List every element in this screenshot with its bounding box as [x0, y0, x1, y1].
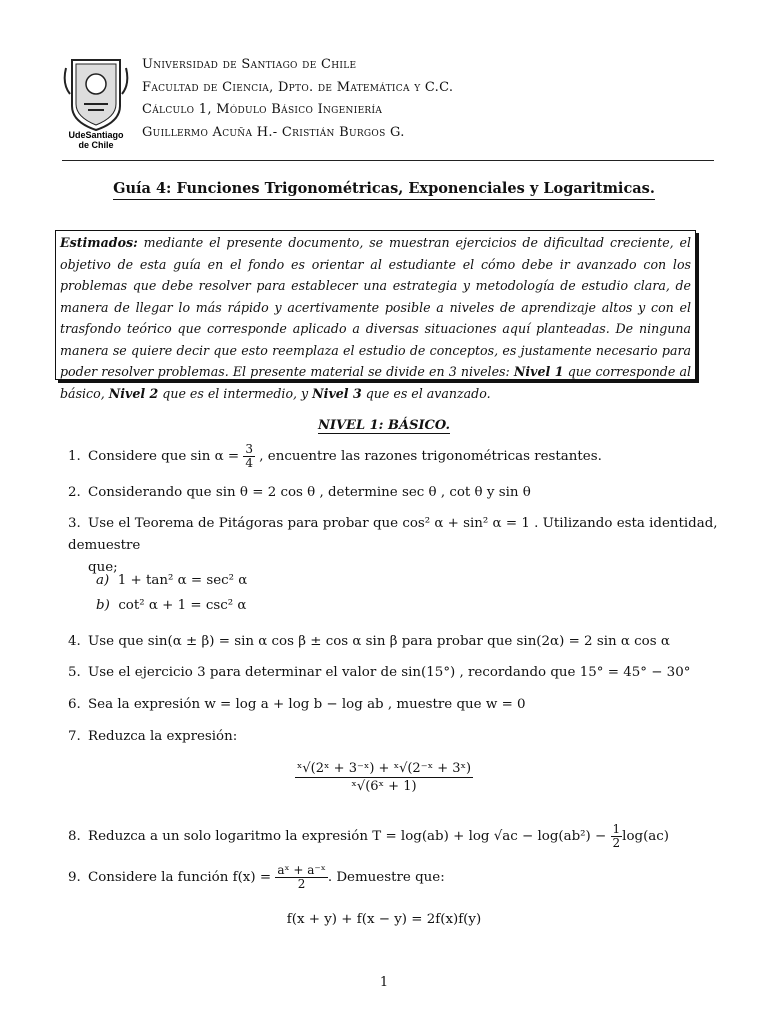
- exercise-1: 1. Considere que sin α = $\frac{3}{4}$ , encuentre las razones trigonométricas restantes.: [68, 442, 602, 470]
- exercise-9-equation: f(x + y) + f(x − y) = 2f(x)f(y): [286, 912, 482, 927]
- university-name: Universidad de Santiago de Chile: [142, 57, 357, 72]
- intro-box: Estimados: mediante el presente documento, se muestran ejercicios de dificultad creciente, el objetivo de esta guía en el fondo es orientar al estudiante el cómo debe ir avanzado con los problemas que debe resolver para establecer una estrategia y metodología de estudio clara, de manera de llegar lo más rápido y acertivamente posible a niveles de aprendizaje altos y con el trasfondo teórico que corresponde aplicado a diversas situaciones aquí planteadas. De ninguna manera se quiere decir que esto reemplaza el estudio de conceptos, es justamente necesario para poder resolver problemas. El presente material se divide en 3 niveles: Nivel 1 que corresponde al básico, Nivel 2 que es el intermedio, y Nivel 3 que es el avanzado.: [55, 230, 696, 380]
- course-name: Cálculo 1, Módulo Básico Ingeniería: [142, 102, 383, 117]
- header-divider: [62, 160, 714, 161]
- exercise-3b: b) cot² α + 1 = csc² α: [96, 598, 247, 613]
- exercise-7-expression: $\frac{\text{ˣ√(2ˣ + 3⁻ˣ) + ˣ√(2⁻ˣ + 3ˣ)}}{\text{ˣ√(6ˣ + 1)}}$: [296, 761, 472, 794]
- exercise-3: 3. Use el Teorema de Pitágoras para probar que cos² α + sin² α = 1 . Utilizando esta identidad, demuestre que;: [68, 516, 718, 575]
- exercise-7: 7. Reduzca la expresión:: [68, 729, 238, 744]
- svg-text:de Chile: de Chile: [78, 140, 114, 150]
- guide-title: Guía 4: Funciones Trigonométricas, Exponenciales y Logaritmicas.: [0, 180, 768, 197]
- exercise-6: 6. Sea la expresión w = log a + log b − log ab , muestre que w = 0: [68, 697, 526, 712]
- exercise-9: 9. Considere la función f(x) = $\frac{\text{aˣ + a⁻ˣ}}{2}$ . Demuestre que:: [68, 863, 445, 891]
- level-title: NIVEL 1: BÁSICO.: [318, 418, 450, 433]
- fraction: $\frac{3}{4}$: [245, 442, 253, 470]
- header-lines: [142, 54, 453, 144]
- document-header: [62, 54, 712, 154]
- svg-text:UdeSantiago: UdeSantiago: [68, 130, 124, 140]
- exercise-3a: a) 1 + tan² α = sec² α: [96, 573, 248, 588]
- exercise-8: 8. Reduzca a un solo logaritmo la expresión T = log(ab) + log √ac − log(ab²) − $\frac{1}{2}$ log(ac): [68, 822, 670, 850]
- exercise-5: 5. Use el ejercicio 3 para determinar el valor de sin(15°) , recordando que 15° = 45° − 30°: [68, 665, 691, 680]
- page-number: 1: [379, 975, 389, 990]
- exercise-2: 2. Considerando que sin θ = 2 cos θ , determine sec θ , cot θ y sin θ: [68, 485, 531, 500]
- exercise-4: 4. Use que sin(α ± β) = sin α cos β ± cos α sin β para probar que sin(2α) = 2 sin α cos α: [68, 634, 670, 649]
- university-logo: [62, 54, 130, 150]
- faculty-name: Facultad de Ciencia, Dpto. de Matemática y C.C.: [142, 79, 454, 95]
- authors: Guillermo Acuña H.- Cristián Burgos G.: [142, 124, 405, 140]
